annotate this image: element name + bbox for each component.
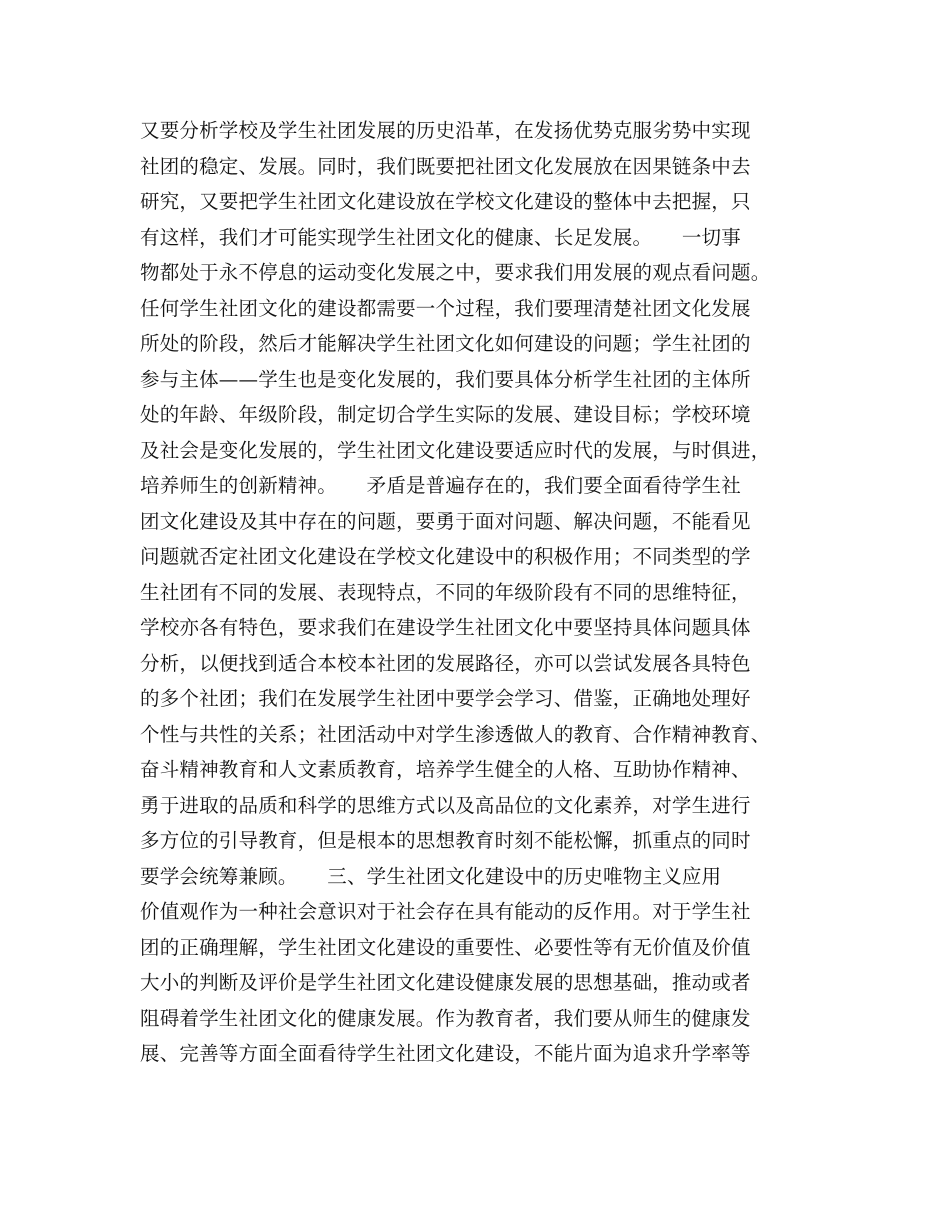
text-line-24: 团的正确理解，学生社团文化建设的重要性、必要性等有无价值及价值 xyxy=(140,935,751,959)
text-line-27: 展、完善等方面全面看待学生社团文化建设，不能片面为追求升学率等 xyxy=(140,1042,751,1065)
text-line-21: 多方位的引导教育，但是根本的思想教育时刻不能松懈，抓重点的同时 xyxy=(140,829,751,852)
text-line-3: 研究，又要把学生社团文化建设放在学校文化建设的整体中去把握，只 xyxy=(140,190,751,213)
text-line-26: 阻碍着学生社团文化的健康发展。作为教育者，我们要从师生的健康发 xyxy=(140,1006,751,1030)
text-line-19: 奋斗精神教育和人文素质教育，培养学生健全的人格、互助协作精神、 xyxy=(140,758,751,781)
text-line-20: 勇于进取的品质和科学的思维方式以及高品位的文化素养，对学生进行 xyxy=(140,793,751,817)
text-line-2: 社团的稳定、发展。同时，我们既要把社团文化发展放在因果链条中去 xyxy=(140,154,751,178)
text-line-15: 学校亦各有特色，要求我们在建设学生社团文化中要坚持具体问题具体 xyxy=(140,616,751,639)
text-line-7: 所处的阶段，然后才能解决学生社团文化如何建设的问题；学生社团的 xyxy=(140,332,751,355)
text-line-18: 个性与共性的关系；社团活动中对学生渗透做人的教育、合作精神教育、 xyxy=(140,722,771,746)
text-line-6: 任何学生社团文化的建设都需要一个过程，我们要理清楚社团文化发展 xyxy=(140,296,751,320)
text-line-5: 物都处于永不停息的运动变化发展之中，要求我们用发展的观点看问题。 xyxy=(140,261,771,284)
text-line-4: 有这样，我们才可能实现学生社团文化的健康、长足发展。 一切事 xyxy=(140,225,741,249)
text-line-22: 要学会统筹兼顾。 三、学生社团文化建设中的历史唯物主义应用 xyxy=(140,864,722,888)
text-line-14: 生社团有不同的发展、表现特点，不同的年级阶段有不同的思维特征， xyxy=(140,580,751,604)
body-text xyxy=(140,113,840,1072)
text-line-11: 培养师生的创新精神。 矛盾是普遍存在的，我们要全面看待学生社 xyxy=(140,474,741,497)
text-line-9: 处的年龄、年级阶段，制定切合学生实际的发展、建设目标；学校环境 xyxy=(140,403,751,426)
text-line-23: 价值观作为一种社会意识对于社会存在具有能动的反作用。对于学生社 xyxy=(140,900,751,923)
text-line-16: 分析，以便找到适合本校本社团的发展路径，亦可以尝试发展各具特色 xyxy=(140,651,751,675)
text-line-1: 又要分析学校及学生社团发展的历史沿革，在发扬优势克服劣势中实现 xyxy=(140,119,751,142)
text-line-25: 大小的判断及评价是学生社团文化建设健康发展的思想基础，推动或者 xyxy=(140,971,751,994)
text-line-13: 问题就否定社团文化建设在学校文化建设中的积极作用；不同类型的学 xyxy=(140,545,751,568)
text-line-10: 及社会是变化发展的，学生社团文化建设要适应时代的发展，与时俱进， xyxy=(140,438,771,462)
text-line-12: 团文化建设及其中存在的问题，要勇于面对问题、解决问题，不能看见 xyxy=(140,509,751,533)
text-line-8: 参与主体——学生也是变化发展的，我们要具体分析学生社团的主体所 xyxy=(140,367,751,391)
text-line-17: 的多个社团；我们在发展学生社团中要学会学习、借鉴，正确地处理好 xyxy=(140,687,751,710)
